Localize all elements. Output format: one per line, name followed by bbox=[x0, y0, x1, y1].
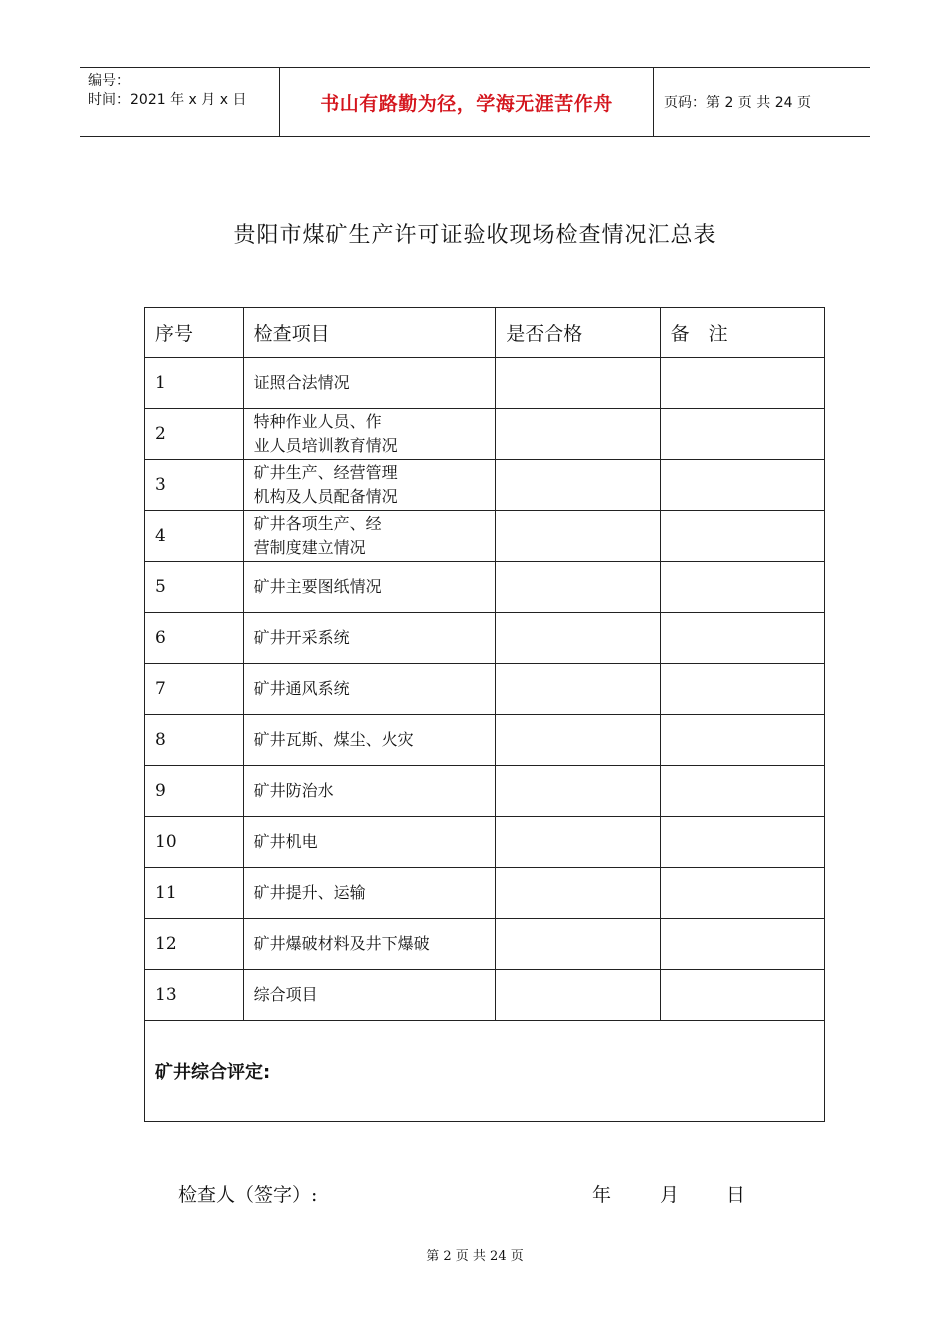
row-pass-cell bbox=[496, 715, 660, 766]
column-header-pass: 是否合格 bbox=[496, 308, 660, 358]
table-row bbox=[145, 460, 825, 511]
column-header-remarks: 备 注 bbox=[660, 308, 824, 358]
signature-year-label: 年 bbox=[592, 1184, 612, 1206]
row-remarks-cell bbox=[660, 613, 824, 664]
row-inspection-item: 矿井主要图纸情况 bbox=[243, 562, 496, 613]
table-body bbox=[145, 358, 825, 1021]
row-pass-cell bbox=[496, 460, 660, 511]
row-number: 5 bbox=[145, 562, 244, 613]
column-header-number: 序号 bbox=[145, 308, 244, 358]
row-number: 2 bbox=[145, 409, 244, 460]
table-row bbox=[145, 868, 825, 919]
row-pass-cell bbox=[496, 919, 660, 970]
table-row bbox=[145, 511, 825, 562]
table-row bbox=[145, 664, 825, 715]
document-date-label: 时间：2021 年 x 月 x 日 bbox=[88, 92, 247, 108]
table-row bbox=[145, 715, 825, 766]
row-inspection-item: 特种作业人员、作 业人员培训教育情况 bbox=[243, 409, 496, 460]
table-row bbox=[145, 409, 825, 460]
row-number: 13 bbox=[145, 970, 244, 1021]
row-remarks-cell bbox=[660, 919, 824, 970]
page-footer: 第 2 页 共 24 页 bbox=[426, 1249, 524, 1264]
table-row bbox=[145, 817, 825, 868]
summary-row bbox=[145, 1021, 825, 1122]
row-number: 3 bbox=[145, 460, 244, 511]
row-inspection-item: 矿井通风系统 bbox=[243, 664, 496, 715]
table-row bbox=[145, 919, 825, 970]
row-pass-cell bbox=[496, 970, 660, 1021]
page-header bbox=[80, 67, 870, 137]
row-inspection-item: 矿井各项生产、经 营制度建立情况 bbox=[243, 511, 496, 562]
row-remarks-cell bbox=[660, 511, 824, 562]
header-motto: 书山有路勤为径，学海无涯苦作舟 bbox=[280, 68, 654, 136]
row-remarks-cell bbox=[660, 460, 824, 511]
row-number: 6 bbox=[145, 613, 244, 664]
row-remarks-cell bbox=[660, 817, 824, 868]
row-pass-cell bbox=[496, 358, 660, 409]
row-pass-cell bbox=[496, 562, 660, 613]
table-row bbox=[145, 613, 825, 664]
row-inspection-item: 综合项目 bbox=[243, 970, 496, 1021]
table-row bbox=[145, 562, 825, 613]
row-number: 12 bbox=[145, 919, 244, 970]
row-pass-cell bbox=[496, 664, 660, 715]
row-remarks-cell bbox=[660, 970, 824, 1021]
row-remarks-cell bbox=[660, 562, 824, 613]
row-inspection-item: 矿井生产、经营管理 机构及人员配备情况 bbox=[243, 460, 496, 511]
table-row bbox=[145, 358, 825, 409]
row-number: 11 bbox=[145, 868, 244, 919]
table-row bbox=[145, 766, 825, 817]
row-remarks-cell bbox=[660, 409, 824, 460]
row-remarks-cell bbox=[660, 358, 824, 409]
row-number: 9 bbox=[145, 766, 244, 817]
row-number: 1 bbox=[145, 358, 244, 409]
row-pass-cell bbox=[496, 511, 660, 562]
table-row bbox=[145, 970, 825, 1021]
row-inspection-item: 证照合法情况 bbox=[243, 358, 496, 409]
row-pass-cell bbox=[496, 817, 660, 868]
row-remarks-cell bbox=[660, 664, 824, 715]
row-inspection-item: 矿井机电 bbox=[243, 817, 496, 868]
row-pass-cell bbox=[496, 409, 660, 460]
row-number: 7 bbox=[145, 664, 244, 715]
row-pass-cell bbox=[496, 766, 660, 817]
header-page-info: 页码：第 2 页 共 24 页 bbox=[664, 95, 811, 111]
row-pass-cell bbox=[496, 613, 660, 664]
row-number: 10 bbox=[145, 817, 244, 868]
row-pass-cell bbox=[496, 868, 660, 919]
inspection-summary-table bbox=[144, 307, 825, 1122]
document-number-label: 编号： bbox=[88, 73, 130, 89]
row-remarks-cell bbox=[660, 766, 824, 817]
column-header-item: 检查项目 bbox=[243, 308, 496, 358]
row-number: 8 bbox=[145, 715, 244, 766]
row-inspection-item: 矿井提升、运输 bbox=[243, 868, 496, 919]
row-inspection-item: 矿井防治水 bbox=[243, 766, 496, 817]
signature-month-label: 月 bbox=[660, 1184, 680, 1206]
row-remarks-cell bbox=[660, 868, 824, 919]
signature-day-label: 日 bbox=[726, 1184, 746, 1206]
document-title: 贵阳市煤矿生产许可证验收现场检查情况汇总表 bbox=[233, 223, 717, 248]
row-inspection-item: 矿井开采系统 bbox=[243, 613, 496, 664]
row-inspection-item: 矿井爆破材料及井下爆破 bbox=[243, 919, 496, 970]
row-number: 4 bbox=[145, 511, 244, 562]
row-remarks-cell bbox=[660, 715, 824, 766]
row-inspection-item: 矿井瓦斯、煤尘、火灾 bbox=[243, 715, 496, 766]
header-meta bbox=[80, 68, 280, 136]
overall-evaluation-label: 矿井综合评定: bbox=[145, 1021, 825, 1122]
inspector-signature-label: 检查人（签字）: bbox=[178, 1184, 318, 1206]
table-header-row bbox=[145, 308, 825, 358]
